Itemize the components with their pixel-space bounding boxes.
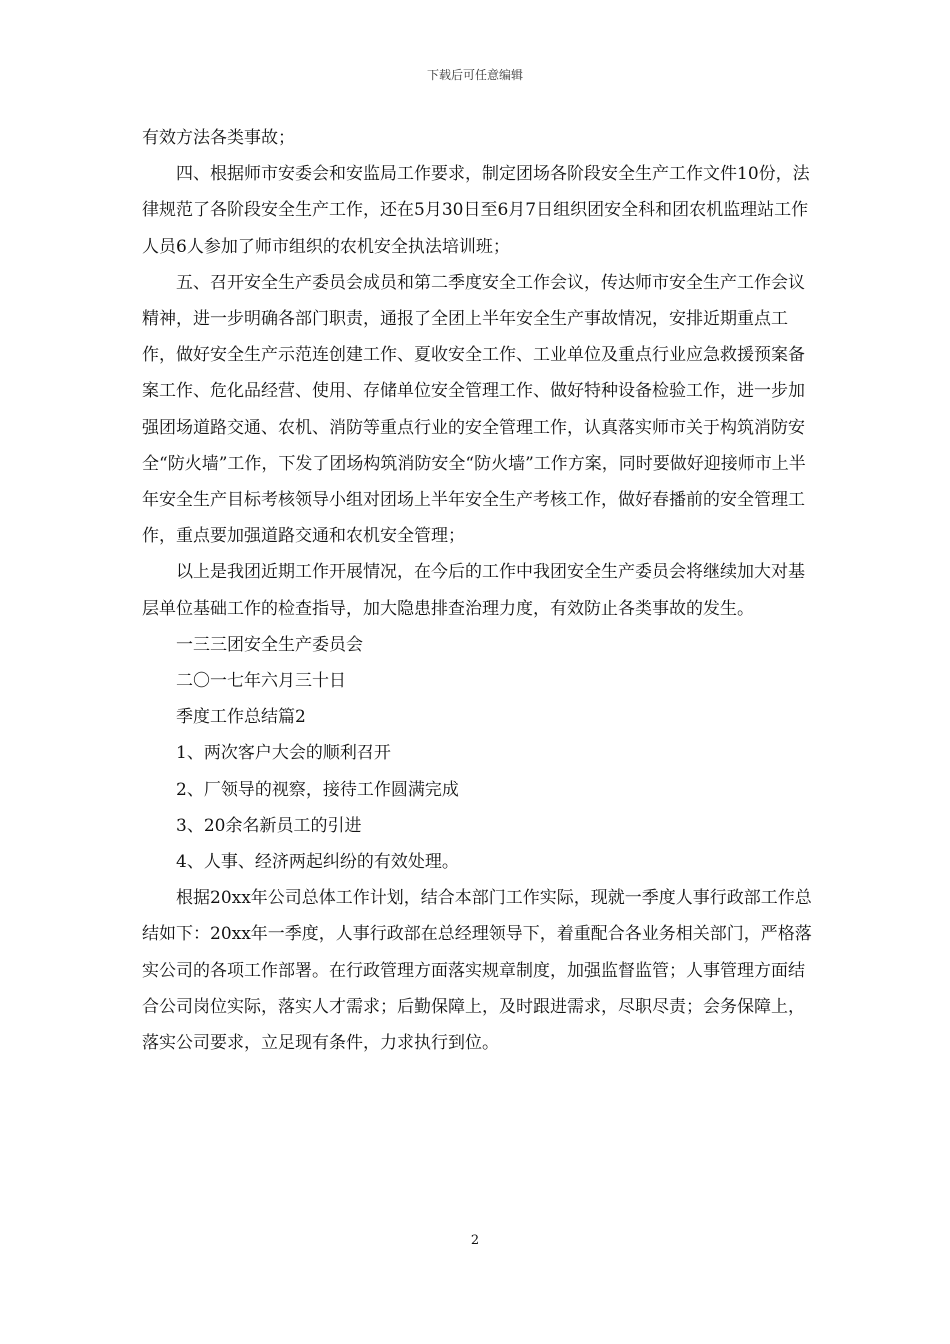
list-item: 4、人事、经济两起纠纷的有效处理。 xyxy=(176,852,459,873)
list-item: 2、厂领导的视察，接待工作圆满完成 xyxy=(176,779,459,800)
section-title: 季度工作总结篇2 xyxy=(176,707,306,728)
signature-organization: 一三三团安全生产委员会 xyxy=(176,634,363,655)
signature-date: 二〇一七年六月三十日 xyxy=(176,671,346,692)
list-item: 3、20余名新员工的引进 xyxy=(176,815,362,836)
paragraph-continuation: 有效方法各类事故； xyxy=(142,128,295,148)
paragraph-item-five: 五、召开安全生产委员会成员和第二季度安全工作会议，传达师市安全生产工作会议精神，进一步明确各部门职责，通报了全团上半年安全生产事故情况，安排近期重点工作，做好安全生产示范连创建工作、夏收安全工作、工业单位及重点行业应急救援预案备案工作、危化品经营、使用、存储单位安全管理工作、做好特种设备检验工作，进一步加强团场道路交通、农机、消防等重点行业的安全管理工作，认真落实师市关于构筑消防安全“防火墙”工作，下发了团场构筑消防安全“防火墙”工作方案，同时要做好迎接师市上半年安全生产目标考核领导小组对团场上半年安全生产考核工作，做好春播前的安全管理工作，重点要加强道路交通和农机安全管理； xyxy=(142,272,806,547)
paragraph-summary: 以上是我团近期工作开展情况，在今后的工作中我团安全生产委员会将继续加大对基层单位基础工作的检查指导，加大隐患排查治理力度，有效防止各类事故的发生。 xyxy=(142,562,805,619)
paragraph-quarter-summary: 根据20xx年公司总体工作计划，结合本部门工作实际，现就一季度人事行政部工作总结如下：20xx年一季度，人事行政部在总经理领导下，着重配合各业务相关部门，严格落实公司的各项工作部署。在行政管理方面落实规章制度，加强监督监管；人事管理方面结合公司岗位实际，落实人才需求；后勤保障上，及时跟进需求，尽职尽责；会务保障上，落实公司要求，立足现有条件，力求执行到位。 xyxy=(142,888,812,1054)
paragraph-item-four: 四、根据师市安委会和安监局工作要求，制定团场各阶段安全生产工作文件10份，法律规范了各阶段安全生产工作，还在5月30日至6月7日组织团安全科和团农机监理站工作人员6人参加了师市组织的农机安全执法培训班； xyxy=(142,164,810,257)
page-number: 2 xyxy=(470,1233,480,1248)
list-item: 1、两次客户大会的顺利召开 xyxy=(176,743,391,764)
page-header-note: 下载后可任意编辑 xyxy=(426,68,523,82)
document-body xyxy=(142,120,812,1061)
